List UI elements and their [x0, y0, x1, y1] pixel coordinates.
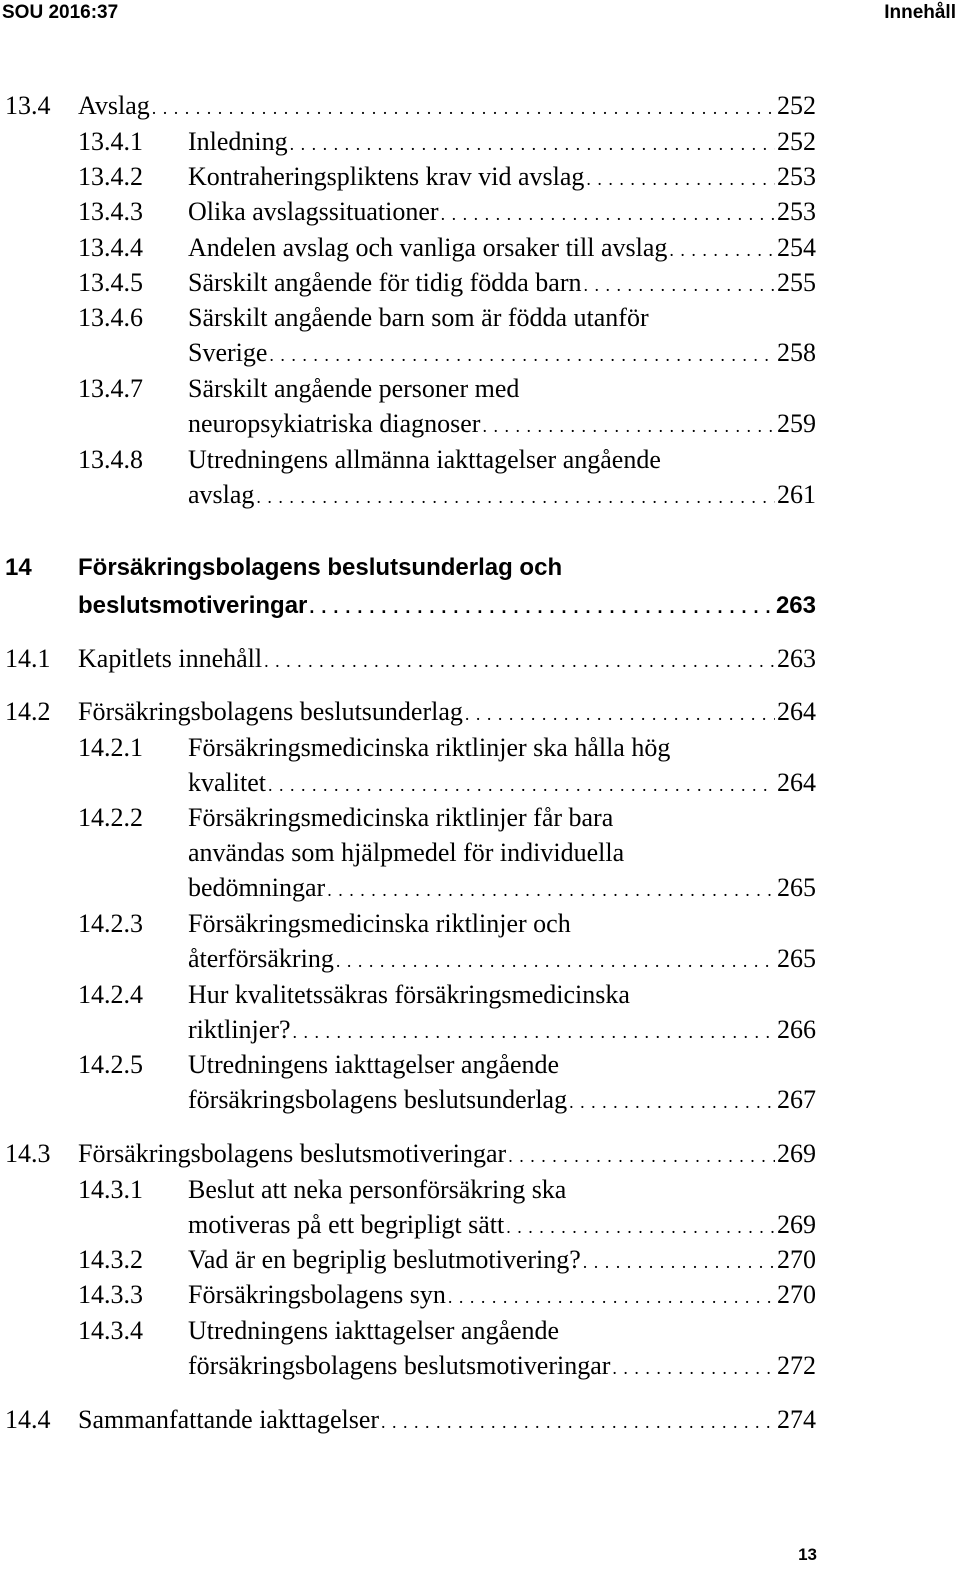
toc-entry-title-with-leader	[188, 941, 816, 979]
toc-entry-line	[0, 1242, 816, 1277]
dot-leader	[586, 162, 775, 197]
toc-entry-page: 264	[777, 768, 816, 797]
toc-entry-title: återförsäkring	[188, 944, 334, 973]
toc-entry[interactable]	[0, 442, 816, 512]
toc-entry-number: 14.2.4	[78, 980, 143, 1009]
toc-entry-line	[0, 587, 816, 625]
dot-leader	[441, 197, 775, 232]
toc-entry-title: Kapitlets innehåll	[78, 644, 263, 673]
toc-entry-title-with-leader	[188, 159, 816, 197]
toc-entry[interactable]	[0, 1172, 816, 1242]
toc-entry-number: 14.3.2	[78, 1245, 143, 1274]
toc-entry[interactable]	[0, 800, 816, 905]
toc-entry-title: Vad är en begriplig beslutmotivering?	[188, 1245, 581, 1274]
dot-leader	[506, 1210, 775, 1245]
dot-leader	[256, 480, 775, 515]
toc-entry-number: 13.4.3	[78, 197, 143, 226]
toc-entry-title: Kontraheringspliktens krav vid avslag	[188, 162, 585, 191]
toc-entry-title-with-leader	[188, 335, 816, 373]
toc-entry[interactable]	[0, 1277, 816, 1312]
toc-entry-number: 14.2	[5, 697, 51, 726]
toc-entry-page: 270	[777, 1280, 816, 1309]
toc-entry-page: 259	[777, 409, 816, 438]
dot-leader	[264, 644, 775, 679]
toc-entry-page: 252	[777, 91, 816, 120]
toc-entry-page: 266	[777, 1015, 816, 1044]
toc-entry-page: 265	[777, 873, 816, 902]
toc-entry-line	[0, 477, 816, 512]
toc-entry-number: 13.4.4	[78, 233, 143, 262]
toc-entry-title: användas som hjälpmedel för individuella	[188, 838, 625, 867]
toc-entry-title: motiveras på ett begripligt sätt	[188, 1210, 505, 1239]
toc-entry-number: 14	[5, 554, 32, 581]
toc-entry-line	[0, 1402, 816, 1437]
toc-entry-line	[0, 1207, 816, 1242]
toc-entry-page: 261	[777, 480, 816, 509]
toc-entry-title: Avslag	[78, 91, 150, 120]
toc-entry[interactable]	[0, 230, 816, 265]
toc-entry[interactable]	[0, 194, 816, 229]
toc-entry-line	[0, 194, 816, 229]
toc-entry[interactable]	[0, 159, 816, 194]
toc-entry[interactable]	[0, 1136, 816, 1171]
toc-entry-number: 14.3.4	[78, 1316, 143, 1345]
toc-entry-title: Olika avslagssituationer	[188, 197, 439, 226]
toc-entry-title-with-leader	[188, 870, 816, 908]
toc-entry[interactable]	[0, 906, 816, 976]
dot-leader	[482, 409, 775, 444]
toc-entry[interactable]	[0, 1047, 816, 1117]
toc-entry-title-with-leader	[78, 1136, 816, 1174]
toc-entry-page: 265	[777, 944, 816, 973]
toc-entry[interactable]	[0, 371, 816, 441]
toc-entry-line	[0, 1012, 816, 1047]
dot-leader	[465, 697, 775, 732]
toc-entry-title: Försäkringsbolagens syn	[188, 1280, 446, 1309]
toc-entry-title: Sverige	[188, 338, 268, 367]
toc-entry-line	[0, 906, 816, 941]
toc-entry-number: 13.4.6	[78, 303, 143, 332]
toc-entry-title-with-leader	[78, 587, 816, 626]
toc-entry-title-with-leader	[188, 194, 816, 232]
toc-entry[interactable]	[0, 730, 816, 800]
toc-entry-line	[0, 1348, 816, 1383]
toc-entry-number: 14.3.3	[78, 1280, 143, 1309]
toc-entry-number: 14.3	[5, 1139, 51, 1168]
dot-leader	[612, 1351, 775, 1386]
toc-entry-line	[0, 1047, 816, 1082]
toc-entry-line	[0, 1313, 816, 1348]
toc-entry-title: Hur kvalitetssäkras försäkringsmedicinska	[188, 980, 630, 1009]
toc-entry-title: Andelen avslag och vanliga orsaker till avslag	[188, 233, 668, 262]
toc-entry-title-with-leader	[78, 88, 816, 126]
toc-entry-page: 252	[777, 127, 816, 156]
toc-entry-title: Försäkringsbolagens beslutsmotiveringar	[78, 1139, 507, 1168]
toc-entry[interactable]	[0, 1313, 816, 1383]
toc-entry-page: 269	[777, 1210, 816, 1239]
dot-leader	[381, 1405, 775, 1440]
page-number: 13	[798, 1545, 817, 1564]
toc-entry-title: Beslut att neka personförsäkring ska	[188, 1175, 567, 1204]
toc-entry-page: 254	[777, 233, 816, 262]
toc-entry-page: 272	[777, 1351, 816, 1380]
toc-entry-title: Försäkringsmedicinska riktlinjer ska hålla hög	[188, 733, 671, 762]
toc-entry[interactable]	[0, 641, 816, 676]
toc-entry-line	[0, 124, 816, 159]
toc-entry-page: 267	[777, 1085, 816, 1114]
toc-entry-line	[0, 159, 816, 194]
toc-entry[interactable]	[0, 300, 816, 370]
toc-entry-number: 14.2.2	[78, 803, 143, 832]
toc-entry-title-with-leader	[188, 406, 816, 444]
dot-leader	[584, 268, 776, 303]
toc-entry-title-with-leader	[78, 641, 816, 679]
dot-leader	[290, 127, 775, 162]
running-header	[0, 2, 960, 30]
toc-entry-title: beslutsmotiveringar	[78, 592, 308, 619]
toc-entry-number: 14.4	[5, 1405, 51, 1434]
toc-entry-line	[0, 1082, 816, 1117]
toc-entry-title: Särskilt angående för tidig födda barn	[188, 268, 582, 297]
toc-entry[interactable]	[0, 88, 816, 123]
toc-entry-title-with-leader	[188, 230, 816, 268]
toc-entry-line	[0, 641, 816, 676]
toc-entry-number: 13.4.7	[78, 374, 143, 403]
toc-entry-page: 274	[777, 1405, 816, 1434]
dot-leader	[336, 944, 775, 979]
toc-entry-page: 258	[777, 338, 816, 367]
toc-entry-page: 263	[775, 592, 816, 619]
toc-entry-title-with-leader	[188, 265, 816, 303]
toc-entry-title: Särskilt angående personer med	[188, 374, 520, 403]
dot-leader	[327, 873, 775, 908]
toc-entry-line	[0, 730, 816, 765]
toc-entry-line	[0, 765, 816, 800]
section-label: Innehåll	[884, 2, 956, 23]
toc-entry-title: Utredningens iakttagelser angående	[188, 1316, 560, 1345]
toc-entry-number: 14.2.5	[78, 1050, 143, 1079]
toc-entry-line	[0, 442, 816, 477]
toc-entry-title-with-leader	[188, 1242, 816, 1280]
toc-entry-title-with-leader	[78, 694, 816, 732]
toc-entry-title: Särskilt angående barn som är födda utanför	[188, 303, 649, 332]
toc-chapter-entry[interactable]	[0, 549, 816, 625]
toc-entry-page: 270	[777, 1245, 816, 1274]
toc-entry-line	[0, 1136, 816, 1171]
toc-entry-title: Försäkringsbolagens beslutsunderlag och	[78, 554, 563, 581]
toc-entry-title: Utredningens allmänna iakttagelser angående	[188, 445, 661, 474]
toc-entry-title: Försäkringsmedicinska riktlinjer får bara	[188, 803, 614, 832]
toc-entry-line	[0, 1277, 816, 1312]
toc-entry-title-with-leader	[78, 1402, 816, 1440]
toc-entry-title-with-leader	[188, 1277, 816, 1315]
toc-entry-line	[0, 265, 816, 300]
dot-leader	[269, 338, 775, 373]
toc-entry-number: 13.4.8	[78, 445, 143, 474]
toc-entry[interactable]	[0, 694, 816, 729]
toc-entry-title: neuropsykiatriska diagnoser	[188, 409, 481, 438]
toc-entry-line	[0, 800, 816, 835]
toc-entry-line	[0, 371, 816, 406]
toc-entry-number: 14.2.1	[78, 733, 143, 762]
toc-entry-number: 13.4	[5, 91, 51, 120]
toc-entry-title: bedömningar	[188, 873, 326, 902]
toc-entry-line	[0, 870, 816, 905]
toc-entry-line	[0, 1172, 816, 1207]
toc-entry-page: 263	[777, 644, 816, 673]
toc-entry-title-with-leader	[188, 1082, 816, 1120]
toc-entry-page: 264	[777, 697, 816, 726]
toc-entry-title: Sammanfattande iakttagelser	[78, 1405, 380, 1434]
toc-entry-page: 253	[777, 197, 816, 226]
toc-entry-line	[0, 335, 816, 370]
dot-leader	[293, 1015, 775, 1050]
toc-entry-title-with-leader	[188, 124, 816, 162]
toc-entry-number: 13.4.1	[78, 127, 143, 156]
toc-entry-page: 269	[777, 1139, 816, 1168]
toc-entry-title: Försäkringsmedicinska riktlinjer och	[188, 909, 571, 938]
toc-entry-title-with-leader	[188, 1012, 816, 1050]
toc-entry-line	[0, 977, 816, 1012]
toc-entry-title-with-leader	[188, 1348, 816, 1386]
toc-entry[interactable]	[0, 265, 816, 300]
toc-entry-number: 13.4.2	[78, 162, 143, 191]
dot-leader	[569, 1085, 775, 1120]
toc-entry-title-with-leader	[188, 1207, 816, 1245]
toc-entry[interactable]	[0, 1242, 816, 1277]
dot-leader	[152, 91, 775, 126]
document-id: SOU 2016:37	[2, 2, 119, 23]
toc-entry-number: 14.3.1	[78, 1175, 143, 1204]
toc-entry-title: avslag	[188, 480, 255, 509]
toc-entry-line	[0, 88, 816, 123]
toc-entry-title: försäkringsbolagens beslutsunderlag	[188, 1085, 568, 1114]
toc-entry-line	[0, 941, 816, 976]
toc-entry-line	[0, 694, 816, 729]
toc-entry-title-with-leader	[188, 477, 816, 515]
toc-entry-page: 253	[777, 162, 816, 191]
toc-entry-line	[0, 406, 816, 441]
toc-entry[interactable]	[0, 124, 816, 159]
toc-entry-line	[0, 300, 816, 335]
dot-leader	[268, 768, 775, 803]
toc-entry-title-with-leader	[188, 765, 816, 803]
toc-entry-line	[0, 835, 816, 870]
toc-entry-line	[0, 230, 816, 265]
dot-leader	[309, 588, 774, 626]
toc-entry-title: Utredningens iakttagelser angående	[188, 1050, 560, 1079]
toc-entry-title: riktlinjer?	[188, 1015, 291, 1044]
dot-leader	[583, 1245, 775, 1280]
toc-entry-number: 14.2.3	[78, 909, 143, 938]
toc-entry-line	[0, 549, 816, 587]
dot-leader	[508, 1139, 775, 1174]
dot-leader	[448, 1280, 775, 1315]
toc-entry[interactable]	[0, 1402, 816, 1437]
toc-entry-number: 13.4.5	[78, 268, 143, 297]
toc-entry-title: försäkringsbolagens beslutsmotiveringar	[188, 1351, 611, 1380]
dot-leader	[669, 233, 775, 268]
toc-entry-number: 14.1	[5, 644, 51, 673]
toc-entry-title: Försäkringsbolagens beslutsunderlag	[78, 697, 463, 726]
toc-entry[interactable]	[0, 977, 816, 1047]
toc-entry-page: 255	[777, 268, 816, 297]
toc-entry-title: kvalitet	[188, 768, 266, 797]
toc-entry-title: Inledning	[188, 127, 288, 156]
